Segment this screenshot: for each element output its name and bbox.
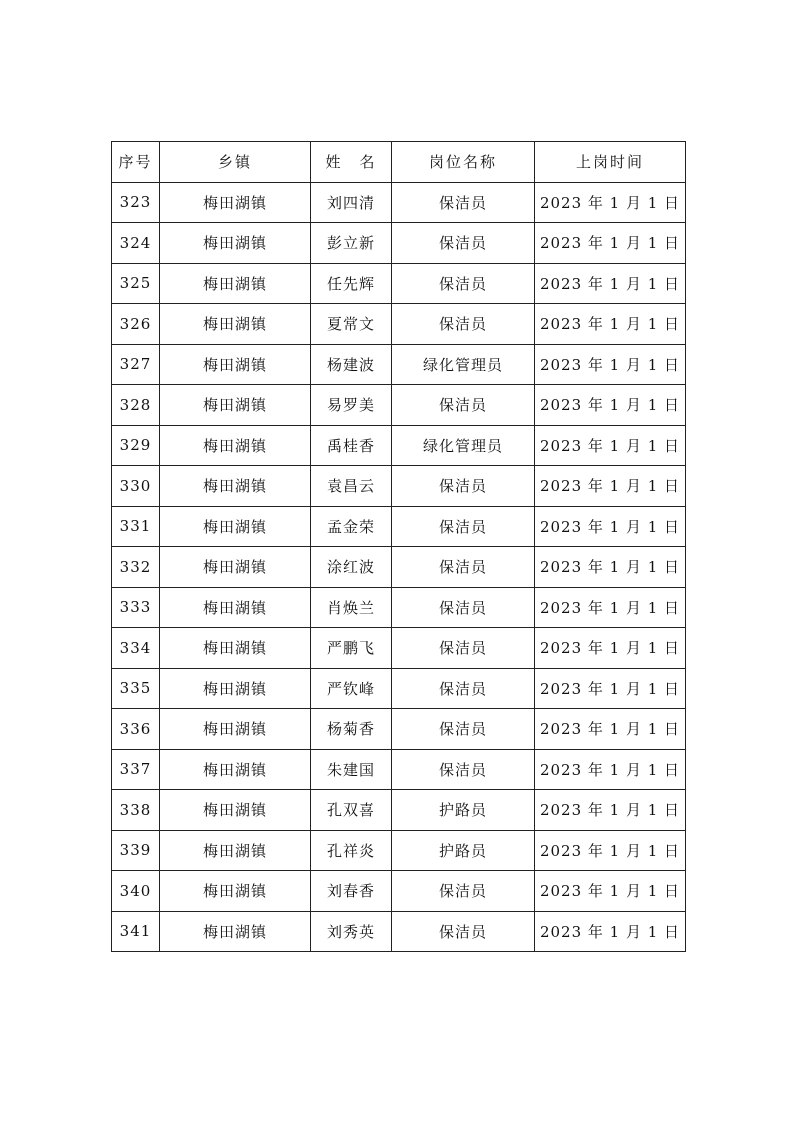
position-cell: 保洁员	[392, 385, 535, 426]
township-cell: 梅田湖镇	[160, 466, 311, 507]
position-cell: 保洁员	[392, 911, 535, 952]
name-cell: 刘四清	[311, 182, 392, 223]
start-date-cell: 2023 年 1 月 1 日	[535, 547, 686, 588]
name-cell: 涂红波	[311, 547, 392, 588]
position-cell: 保洁员	[392, 223, 535, 264]
position-cell: 绿化管理员	[392, 425, 535, 466]
table-row	[112, 587, 686, 628]
name-cell: 孔双喜	[311, 790, 392, 831]
position-cell: 保洁员	[392, 587, 535, 628]
table-row	[112, 263, 686, 304]
position-cell: 保洁员	[392, 628, 535, 669]
name-cell: 袁昌云	[311, 466, 392, 507]
township-cell: 梅田湖镇	[160, 709, 311, 750]
serial-number-cell: 341	[112, 911, 160, 952]
start-date-cell: 2023 年 1 月 1 日	[535, 466, 686, 507]
township-cell: 梅田湖镇	[160, 668, 311, 709]
table-row	[112, 304, 686, 345]
name-cell: 杨菊香	[311, 709, 392, 750]
serial-number-cell: 337	[112, 749, 160, 790]
township-cell: 梅田湖镇	[160, 587, 311, 628]
start-date-cell: 2023 年 1 月 1 日	[535, 668, 686, 709]
name-cell: 严鹏飞	[311, 628, 392, 669]
name-cell: 易罗美	[311, 385, 392, 426]
position-cell: 保洁员	[392, 182, 535, 223]
table-row	[112, 668, 686, 709]
table-row	[112, 466, 686, 507]
table-row	[112, 790, 686, 831]
name-cell: 禹桂香	[311, 425, 392, 466]
township-cell: 梅田湖镇	[160, 871, 311, 912]
township-cell: 梅田湖镇	[160, 830, 311, 871]
header-township: 乡镇	[160, 142, 311, 183]
serial-number-cell: 329	[112, 425, 160, 466]
township-cell: 梅田湖镇	[160, 263, 311, 304]
name-cell: 肖焕兰	[311, 587, 392, 628]
name-cell: 孔祥炎	[311, 830, 392, 871]
township-cell: 梅田湖镇	[160, 304, 311, 345]
table-row	[112, 385, 686, 426]
township-cell: 梅田湖镇	[160, 628, 311, 669]
table-row	[112, 547, 686, 588]
name-cell: 夏常文	[311, 304, 392, 345]
name-cell: 彭立新	[311, 223, 392, 264]
start-date-cell: 2023 年 1 月 1 日	[535, 587, 686, 628]
start-date-cell: 2023 年 1 月 1 日	[535, 304, 686, 345]
table-header-row	[112, 142, 686, 183]
position-cell: 保洁员	[392, 749, 535, 790]
serial-number-cell: 324	[112, 223, 160, 264]
position-cell: 保洁员	[392, 709, 535, 750]
name-cell: 朱建国	[311, 749, 392, 790]
table-row	[112, 223, 686, 264]
township-cell: 梅田湖镇	[160, 547, 311, 588]
serial-number-cell: 331	[112, 506, 160, 547]
position-cell: 保洁员	[392, 304, 535, 345]
serial-number-cell: 333	[112, 587, 160, 628]
name-cell: 孟金荣	[311, 506, 392, 547]
serial-number-cell: 339	[112, 830, 160, 871]
name-cell: 严钦峰	[311, 668, 392, 709]
start-date-cell: 2023 年 1 月 1 日	[535, 223, 686, 264]
township-cell: 梅田湖镇	[160, 911, 311, 952]
serial-number-cell: 340	[112, 871, 160, 912]
township-cell: 梅田湖镇	[160, 385, 311, 426]
table-row	[112, 182, 686, 223]
header-name: 姓 名	[311, 142, 392, 183]
table-row	[112, 749, 686, 790]
table-row	[112, 628, 686, 669]
start-date-cell: 2023 年 1 月 1 日	[535, 506, 686, 547]
header-position: 岗位名称	[392, 142, 535, 183]
position-cell: 保洁员	[392, 466, 535, 507]
serial-number-cell: 326	[112, 304, 160, 345]
name-cell: 刘秀英	[311, 911, 392, 952]
table-row	[112, 344, 686, 385]
start-date-cell: 2023 年 1 月 1 日	[535, 830, 686, 871]
township-cell: 梅田湖镇	[160, 425, 311, 466]
start-date-cell: 2023 年 1 月 1 日	[535, 871, 686, 912]
township-cell: 梅田湖镇	[160, 749, 311, 790]
header-start-date: 上岗时间	[535, 142, 686, 183]
position-cell: 保洁员	[392, 668, 535, 709]
start-date-cell: 2023 年 1 月 1 日	[535, 749, 686, 790]
position-cell: 保洁员	[392, 263, 535, 304]
serial-number-cell: 332	[112, 547, 160, 588]
township-cell: 梅田湖镇	[160, 223, 311, 264]
name-cell: 任先辉	[311, 263, 392, 304]
start-date-cell: 2023 年 1 月 1 日	[535, 790, 686, 831]
position-cell: 护路员	[392, 830, 535, 871]
table-row	[112, 506, 686, 547]
table-row	[112, 830, 686, 871]
township-cell: 梅田湖镇	[160, 182, 311, 223]
serial-number-cell: 338	[112, 790, 160, 831]
name-cell: 刘春香	[311, 871, 392, 912]
serial-number-cell: 327	[112, 344, 160, 385]
start-date-cell: 2023 年 1 月 1 日	[535, 911, 686, 952]
serial-number-cell: 323	[112, 182, 160, 223]
serial-number-cell: 325	[112, 263, 160, 304]
start-date-cell: 2023 年 1 月 1 日	[535, 385, 686, 426]
start-date-cell: 2023 年 1 月 1 日	[535, 709, 686, 750]
township-cell: 梅田湖镇	[160, 344, 311, 385]
document-page	[111, 141, 685, 952]
start-date-cell: 2023 年 1 月 1 日	[535, 344, 686, 385]
township-cell: 梅田湖镇	[160, 790, 311, 831]
township-cell: 梅田湖镇	[160, 506, 311, 547]
staff-table	[111, 141, 686, 952]
start-date-cell: 2023 年 1 月 1 日	[535, 263, 686, 304]
position-cell: 保洁员	[392, 871, 535, 912]
table-body	[112, 182, 686, 952]
table-row	[112, 871, 686, 912]
start-date-cell: 2023 年 1 月 1 日	[535, 628, 686, 669]
position-cell: 绿化管理员	[392, 344, 535, 385]
position-cell: 保洁员	[392, 506, 535, 547]
serial-number-cell: 336	[112, 709, 160, 750]
table-row	[112, 911, 686, 952]
serial-number-cell: 334	[112, 628, 160, 669]
serial-number-cell: 328	[112, 385, 160, 426]
header-serial-number: 序号	[112, 142, 160, 183]
serial-number-cell: 330	[112, 466, 160, 507]
start-date-cell: 2023 年 1 月 1 日	[535, 182, 686, 223]
serial-number-cell: 335	[112, 668, 160, 709]
table-row	[112, 709, 686, 750]
position-cell: 保洁员	[392, 547, 535, 588]
table-row	[112, 425, 686, 466]
name-cell: 杨建波	[311, 344, 392, 385]
start-date-cell: 2023 年 1 月 1 日	[535, 425, 686, 466]
position-cell: 护路员	[392, 790, 535, 831]
